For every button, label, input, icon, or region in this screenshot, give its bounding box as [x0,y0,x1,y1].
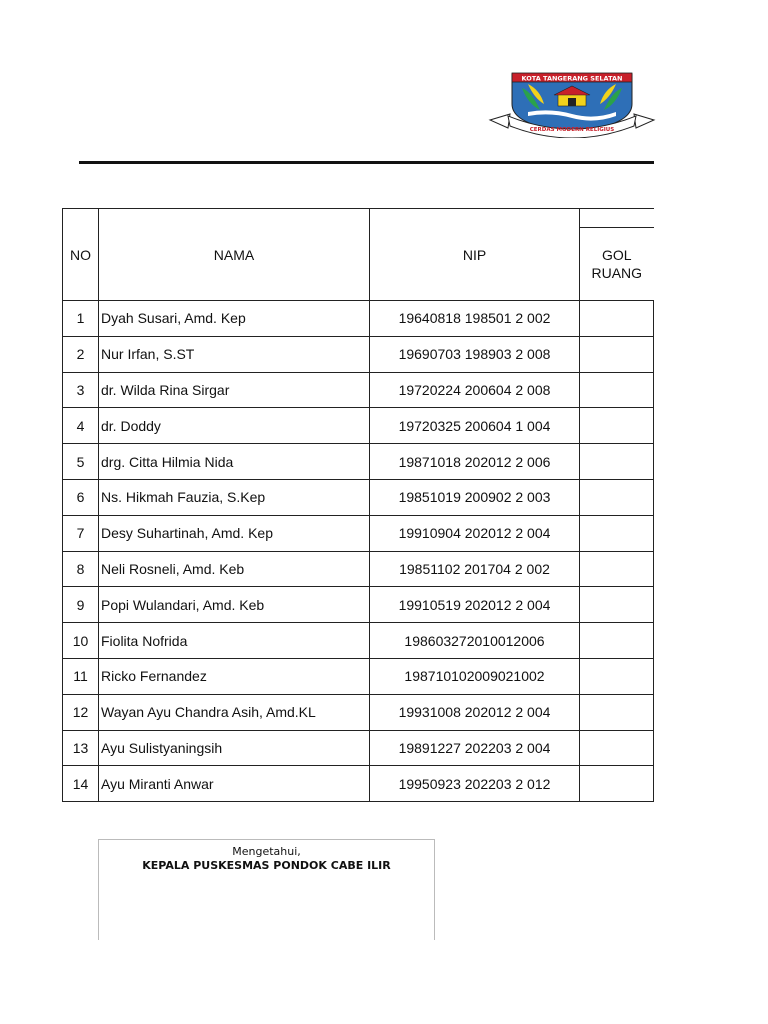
row-gol [580,766,654,802]
row-gol [580,479,654,515]
signature-title: KEPALA PUSKESMAS PONDOK CABE ILIR [142,859,391,872]
signature-box [98,839,435,940]
header-nip: NIP [370,209,580,301]
row-nip: 19910519 202012 2 004 [370,587,580,623]
row-nama: Wayan Ayu Chandra Asih, Amd.KL [99,694,370,730]
row-gol [580,444,654,480]
row-gol [580,623,654,659]
row-no: 12 [63,694,99,730]
row-nip: 19891227 202203 2 004 [370,730,580,766]
table-row [63,730,654,766]
header-gol-line1: GOL [601,247,632,264]
row-gol [580,515,654,551]
row-no: 2 [63,336,99,372]
logo-top-text: KOTA TANGERANG SELATAN [521,74,623,83]
row-no: 8 [63,551,99,587]
row-nama: dr. Wilda Rina Sirgar [99,372,370,408]
row-gol [580,694,654,730]
row-no: 13 [63,730,99,766]
row-nama: Neli Rosneli, Amd. Keb [99,551,370,587]
row-nama: Nur Irfan, S.ST [99,336,370,372]
row-nip: 19720325 200604 1 004 [370,408,580,444]
row-nama: Dyah Susari, Amd. Kep [99,301,370,337]
table-row [63,336,654,372]
table-row [63,587,654,623]
row-nip: 19910904 202012 2 004 [370,515,580,551]
row-no: 4 [63,408,99,444]
row-gol [580,336,654,372]
row-no: 11 [63,658,99,694]
header-gol-top-cell [580,209,654,228]
row-nip: 19851102 201704 2 002 [370,551,580,587]
table-row [63,623,654,659]
table-row [63,301,654,337]
header-divider [79,161,654,164]
table-row [63,372,654,408]
header-nama: NAMA [99,209,370,301]
row-gol [580,587,654,623]
row-nip: 19690703 198903 2 008 [370,336,580,372]
row-nama: dr. Doddy [99,408,370,444]
header-gol-ruang [580,228,654,301]
row-nama: Popi Wulandari, Amd. Keb [99,587,370,623]
row-gol [580,658,654,694]
row-nip: 198603272010012006 [370,623,580,659]
row-no: 1 [63,301,99,337]
row-nama: Ricko Fernandez [99,658,370,694]
city-emblem-logo [488,70,656,138]
table-row [63,766,654,802]
header-no: NO [63,209,99,301]
row-nip: 19871018 202012 2 006 [370,444,580,480]
row-gol [580,372,654,408]
row-gol [580,551,654,587]
logo-bottom-text: CERDAS MODERN RELIGIUS [529,127,615,133]
row-nip: 19950923 202203 2 012 [370,766,580,802]
row-nip: 19931008 202012 2 004 [370,694,580,730]
signature-acknowledged: Mengetahui, [232,845,301,858]
table-row [63,551,654,587]
table-row [63,444,654,480]
row-nama: Ayu Sulistyaningsih [99,730,370,766]
header-gol-line2: RUANG [591,265,643,282]
row-gol [580,730,654,766]
row-no: 14 [63,766,99,802]
table-row [63,408,654,444]
row-nip: 19640818 198501 2 002 [370,301,580,337]
table-row [63,658,654,694]
row-nama: Desy Suhartinah, Amd. Kep [99,515,370,551]
table-row [63,694,654,730]
row-nama: drg. Citta Hilmia Nida [99,444,370,480]
row-no: 10 [63,623,99,659]
row-no: 6 [63,479,99,515]
row-gol [580,301,654,337]
table-row [63,479,654,515]
row-nip: 19720224 200604 2 008 [370,372,580,408]
row-no: 5 [63,444,99,480]
table-row [63,515,654,551]
row-no: 9 [63,587,99,623]
row-nama: Ayu Miranti Anwar [99,766,370,802]
row-gol [580,408,654,444]
row-nama: Fiolita Nofrida [99,623,370,659]
staff-table [62,208,654,802]
row-nip: 198710102009021002 [370,658,580,694]
row-no: 3 [63,372,99,408]
row-nip: 19851019 200902 2 003 [370,479,580,515]
row-no: 7 [63,515,99,551]
row-nama: Ns. Hikmah Fauzia, S.Kep [99,479,370,515]
